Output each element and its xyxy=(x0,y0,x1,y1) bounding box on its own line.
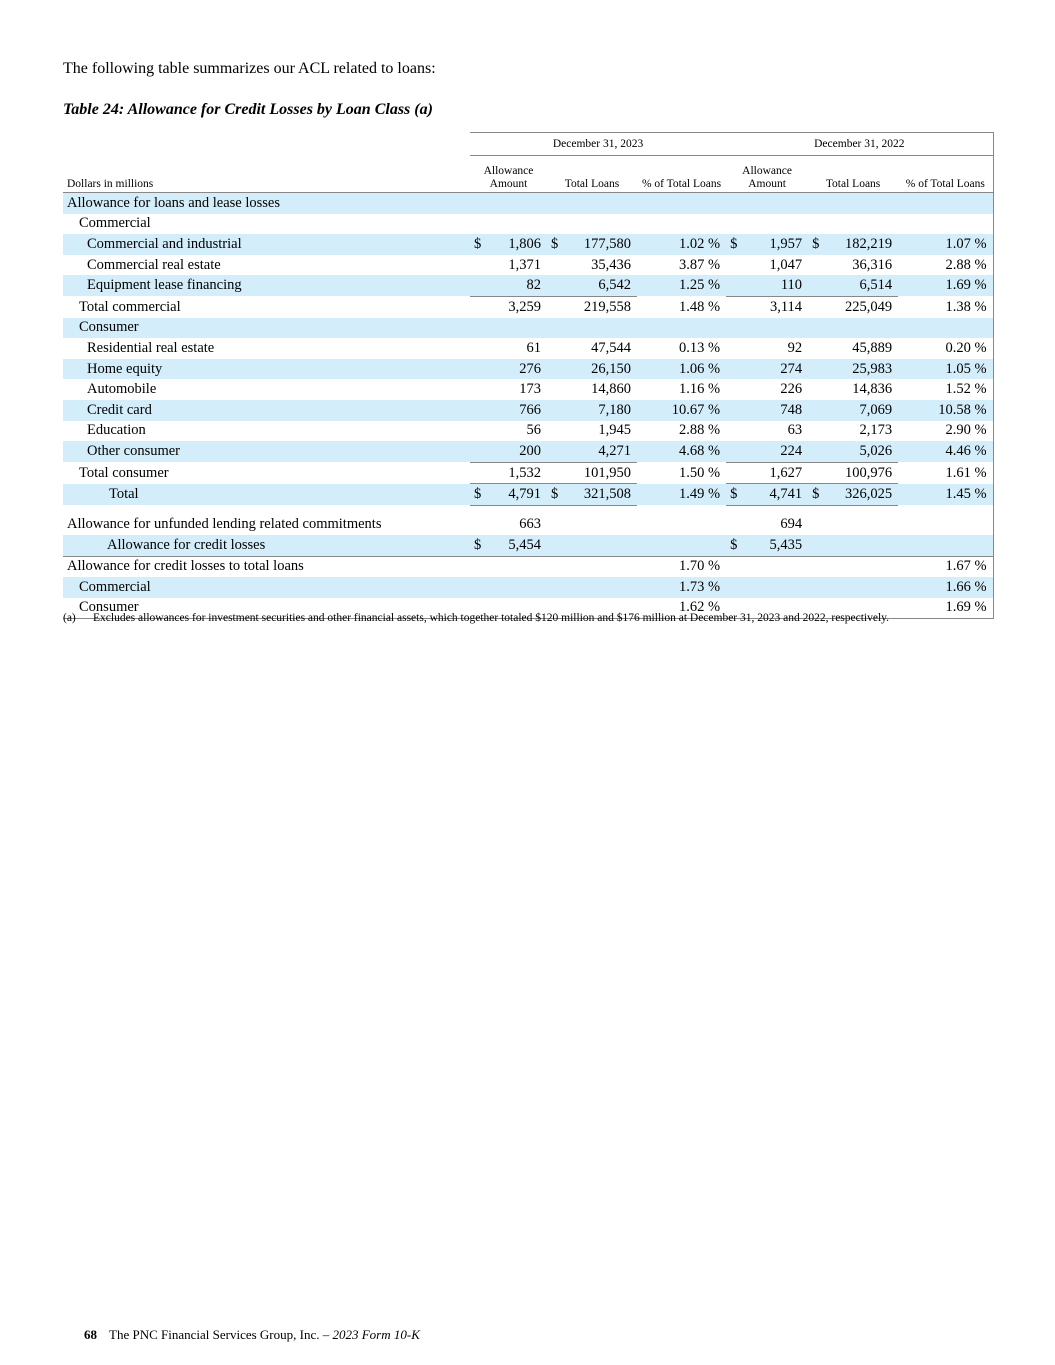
cell-dollar-sign xyxy=(726,359,746,380)
table-row xyxy=(63,318,993,339)
cell-pct-2022 xyxy=(898,214,993,235)
cell-pct-2022: 1.45 % xyxy=(898,484,993,506)
table-row xyxy=(63,421,993,442)
cell-pct-2023: 1.49 % xyxy=(637,484,726,506)
cell-total-loans-2022: 45,889 xyxy=(852,339,893,356)
cell-total-loans-2023 xyxy=(567,556,637,577)
cell-allowance-2023: 82 xyxy=(490,275,547,296)
cell-allowance-2023 xyxy=(490,577,547,598)
cell-dollar-sign xyxy=(808,318,828,339)
cell-pct-2022: 1.05 % xyxy=(898,359,993,380)
cell-pct-2023: 0.13 % xyxy=(678,339,721,356)
table-row xyxy=(63,400,993,421)
table-row xyxy=(63,462,993,484)
cell-dollar-sign xyxy=(726,318,746,339)
cell-allowance-2022: 226 xyxy=(780,381,803,398)
header-total-loans-2023: Total Loans xyxy=(547,156,637,193)
cell-total-loans-2022: 5,026 xyxy=(828,441,898,462)
cell-total-loans-2022 xyxy=(828,505,898,535)
cell-total-loans-2023: 14,860 xyxy=(591,381,631,398)
table-row xyxy=(63,275,993,296)
cell-dollar-sign xyxy=(470,505,490,535)
header-allowance-amount-2023: Allowance Amount xyxy=(470,156,547,193)
cell-total-loans-2023 xyxy=(567,505,637,535)
cell-total-loans-2023: 26,150 xyxy=(567,359,637,380)
row-label: Other consumer xyxy=(63,441,470,462)
cell-allowance-2023: 663 xyxy=(519,515,541,532)
cell-dollar-sign xyxy=(470,359,490,380)
footer-company: The PNC Financial Services Group, Inc. – xyxy=(109,1327,330,1342)
cell-total-loans-2022: 14,836 xyxy=(852,381,893,398)
cell-allowance-2023: 200 xyxy=(490,441,547,462)
cell-allowance-2022: 3,114 xyxy=(746,296,808,317)
cell-dollar-sign xyxy=(547,255,567,276)
table-row xyxy=(63,556,993,577)
cell-dollar-sign xyxy=(547,441,567,462)
cell-pct-2023: 1.73 % xyxy=(637,577,726,598)
cell-dollar-sign xyxy=(547,462,567,484)
row-label: Education xyxy=(87,422,146,439)
footer-form: 2023 Form 10-K xyxy=(332,1327,420,1342)
cell-total-loans-2023: 47,544 xyxy=(591,339,631,356)
cell-pct-2023 xyxy=(637,318,726,339)
cell-pct-2022 xyxy=(898,505,993,535)
cell-dollar-sign xyxy=(726,400,746,421)
cell-allowance-2022 xyxy=(746,193,808,214)
cell-pct-2023 xyxy=(637,535,726,556)
cell-dollar-sign: $ xyxy=(470,234,490,255)
cell-allowance-2022: 694 xyxy=(780,515,803,532)
row-label: Allowance for credit losses to total loans xyxy=(63,556,470,577)
cell-total-loans-2023: 4,271 xyxy=(567,441,637,462)
cell-total-loans-2022 xyxy=(828,193,898,214)
cell-pct-2022: 1.66 % xyxy=(898,577,993,598)
cell-dollar-sign: $ xyxy=(470,535,490,556)
cell-dollar-sign: $ xyxy=(726,234,746,255)
cell-dollar-sign xyxy=(470,462,490,484)
cell-dollar-sign xyxy=(547,421,567,442)
cell-total-loans-2022: 326,025 xyxy=(828,484,898,506)
cell-dollar-sign: $ xyxy=(547,484,567,506)
cell-allowance-2022: 748 xyxy=(746,400,808,421)
cell-dollar-sign xyxy=(470,318,490,339)
cell-dollar-sign xyxy=(808,505,828,535)
cell-dollar-sign xyxy=(547,535,567,556)
cell-dollar-sign xyxy=(808,462,828,484)
cell-allowance-2023 xyxy=(490,193,547,214)
table-row xyxy=(63,234,993,255)
cell-allowance-2023: 173 xyxy=(519,381,541,398)
footnote xyxy=(63,612,889,624)
cell-dollar-sign xyxy=(808,577,828,598)
table-row xyxy=(63,338,993,359)
cell-dollar-sign xyxy=(470,421,490,442)
cell-total-loans-2022: 100,976 xyxy=(828,462,898,484)
acl-table xyxy=(63,132,994,619)
acl-table-body xyxy=(63,193,993,619)
cell-total-loans-2022 xyxy=(828,577,898,598)
cell-dollar-sign xyxy=(726,338,746,359)
cell-total-loans-2022: 6,514 xyxy=(828,275,898,296)
cell-dollar-sign xyxy=(470,275,490,296)
cell-allowance-2023: 766 xyxy=(490,400,547,421)
cell-allowance-2023: 276 xyxy=(490,359,547,380)
cell-dollar-sign xyxy=(808,359,828,380)
row-label: Consumer xyxy=(63,318,470,339)
cell-pct-2023 xyxy=(637,505,726,535)
table-row xyxy=(63,535,993,556)
cell-dollar-sign xyxy=(726,275,746,296)
cell-dollar-sign xyxy=(726,462,746,484)
cell-pct-2022: 1.38 % xyxy=(898,296,993,317)
table-row xyxy=(63,484,993,506)
cell-dollar-sign xyxy=(547,379,567,400)
cell-pct-2022: 1.69 % xyxy=(898,598,993,619)
cell-pct-2022: 4.46 % xyxy=(898,441,993,462)
cell-pct-2022: 2.90 % xyxy=(898,421,993,442)
cell-total-loans-2023: 177,580 xyxy=(567,234,637,255)
table-row xyxy=(63,214,993,235)
table-row xyxy=(63,577,993,598)
table-row xyxy=(63,193,993,214)
cell-dollar-sign xyxy=(547,193,567,214)
cell-total-loans-2023 xyxy=(567,577,637,598)
row-label: Total consumer xyxy=(79,464,169,481)
cell-dollar-sign xyxy=(470,214,490,235)
cell-dollar-sign xyxy=(726,505,746,535)
cell-allowance-2022 xyxy=(746,214,808,235)
header-pct-total-loans-2023: % of Total Loans xyxy=(637,156,726,193)
cell-dollar-sign: $ xyxy=(547,234,567,255)
cell-pct-2023: 1.25 % xyxy=(637,275,726,296)
cell-dollar-sign: $ xyxy=(470,484,490,506)
cell-allowance-2023: 1,806 xyxy=(490,234,547,255)
cell-total-loans-2022: 7,069 xyxy=(828,400,898,421)
cell-dollar-sign: $ xyxy=(808,484,828,506)
cell-allowance-2023: 4,791 xyxy=(490,484,547,506)
cell-allowance-2022: 92 xyxy=(787,339,803,356)
cell-total-loans-2022: 25,983 xyxy=(828,359,898,380)
cell-total-loans-2023: 35,436 xyxy=(591,256,631,273)
acl-table-container xyxy=(63,132,993,619)
cell-dollar-sign xyxy=(726,577,746,598)
header-dec-2023: December 31, 2023 xyxy=(470,133,726,156)
cell-dollar-sign xyxy=(547,338,567,359)
page-footer xyxy=(84,1327,420,1343)
cell-pct-2022: 10.58 % xyxy=(898,400,993,421)
cell-allowance-2022 xyxy=(746,577,808,598)
cell-pct-2023: 1.16 % xyxy=(678,381,721,398)
cell-dollar-sign xyxy=(470,400,490,421)
cell-dollar-sign xyxy=(470,556,490,577)
cell-dollar-sign xyxy=(808,400,828,421)
cell-dollar-sign xyxy=(547,577,567,598)
cell-total-loans-2022 xyxy=(828,318,898,339)
cell-allowance-2023: 56 xyxy=(526,422,541,439)
cell-dollar-sign xyxy=(726,379,746,400)
footnote-marker: (a) xyxy=(63,612,76,624)
cell-dollar-sign xyxy=(726,296,746,317)
cell-pct-2023 xyxy=(637,214,726,235)
cell-dollar-sign: $ xyxy=(808,234,828,255)
cell-allowance-2023: 61 xyxy=(526,339,541,356)
page-number: 68 xyxy=(84,1327,97,1342)
table-row xyxy=(63,296,993,317)
cell-dollar-sign xyxy=(726,441,746,462)
cell-total-loans-2023: 1,945 xyxy=(598,422,631,439)
cell-allowance-2022: 110 xyxy=(746,275,808,296)
row-label: Total xyxy=(63,484,470,506)
cell-dollar-sign xyxy=(547,505,567,535)
cell-dollar-sign xyxy=(470,255,490,276)
row-label: Allowance for loans and lease losses xyxy=(63,193,470,214)
cell-dollar-sign xyxy=(808,535,828,556)
cell-total-loans-2022: 225,049 xyxy=(828,296,898,317)
header-total-loans-2022: Total Loans xyxy=(808,156,898,193)
cell-allowance-2023 xyxy=(490,556,547,577)
cell-total-loans-2023 xyxy=(567,214,637,235)
cell-dollar-sign xyxy=(726,421,746,442)
table-row xyxy=(63,441,993,462)
cell-total-loans-2023: 321,508 xyxy=(567,484,637,506)
table-row xyxy=(63,255,993,276)
cell-pct-2022: 1.67 % xyxy=(898,556,993,577)
cell-dollar-sign xyxy=(470,441,490,462)
header-allowance-amount-2022: Allowance Amount xyxy=(726,156,808,193)
cell-allowance-2023 xyxy=(490,318,547,339)
row-label: Consumer xyxy=(63,598,470,619)
cell-dollar-sign xyxy=(808,255,828,276)
cell-pct-2022 xyxy=(898,535,993,556)
cell-total-loans-2022 xyxy=(828,535,898,556)
table-title: Table 24: Allowance for Credit Losses by Loan Class (a) xyxy=(63,101,433,118)
cell-dollar-sign xyxy=(470,338,490,359)
cell-allowance-2023: 1,532 xyxy=(490,462,547,484)
cell-total-loans-2022: 2,173 xyxy=(859,422,893,439)
cell-total-loans-2023: 101,950 xyxy=(567,462,637,484)
header-dec-2022: December 31, 2022 xyxy=(726,133,993,156)
row-label: Home equity xyxy=(63,359,470,380)
cell-pct-2023: 3.87 % xyxy=(678,256,721,273)
cell-dollar-sign xyxy=(547,275,567,296)
header-row-label: Dollars in millions xyxy=(63,156,470,193)
cell-dollar-sign xyxy=(547,359,567,380)
header-pct-total-loans-2022: % of Total Loans xyxy=(898,156,993,193)
cell-total-loans-2022 xyxy=(828,556,898,577)
row-label: Automobile xyxy=(87,381,157,398)
cell-total-loans-2023: 219,558 xyxy=(567,296,637,317)
cell-dollar-sign xyxy=(808,214,828,235)
cell-total-loans-2023 xyxy=(567,193,637,214)
cell-allowance-2022: 4,741 xyxy=(746,484,808,506)
cell-total-loans-2022: 36,316 xyxy=(852,256,893,273)
cell-dollar-sign: $ xyxy=(726,535,746,556)
cell-pct-2023: 1.50 % xyxy=(678,464,721,481)
cell-dollar-sign xyxy=(726,214,746,235)
row-label: Commercial and industrial xyxy=(63,234,470,255)
cell-pct-2022: 0.20 % xyxy=(898,338,993,359)
cell-pct-2023 xyxy=(637,193,726,214)
cell-allowance-2023 xyxy=(490,214,547,235)
cell-dollar-sign xyxy=(547,214,567,235)
cell-dollar-sign xyxy=(808,556,828,577)
row-label: Total commercial xyxy=(79,298,181,315)
cell-dollar-sign xyxy=(808,193,828,214)
cell-dollar-sign xyxy=(470,193,490,214)
cell-allowance-2023: 5,454 xyxy=(490,535,547,556)
cell-total-loans-2023 xyxy=(567,318,637,339)
cell-dollar-sign xyxy=(808,275,828,296)
cell-dollar-sign xyxy=(547,556,567,577)
cell-pct-2022: 2.88 % xyxy=(898,255,993,276)
footnote-text: Excludes allowances for investment securities and other financial assets, which together totaled $120 million and $176 million at December 31, 2023 and 2022, respectively. xyxy=(93,612,890,624)
header-group-row xyxy=(63,133,993,156)
table-row xyxy=(63,379,993,400)
cell-pct-2022: 1.69 % xyxy=(898,275,993,296)
cell-dollar-sign xyxy=(547,296,567,317)
cell-total-loans-2023: 6,542 xyxy=(567,275,637,296)
row-label: Residential real estate xyxy=(87,339,215,356)
cell-pct-2023: 10.67 % xyxy=(637,400,726,421)
cell-total-loans-2023: 7,180 xyxy=(567,400,637,421)
cell-allowance-2022: 1,047 xyxy=(769,256,803,273)
cell-pct-2023: 2.88 % xyxy=(678,422,721,439)
cell-dollar-sign xyxy=(547,400,567,421)
row-label: Allowance for credit losses xyxy=(63,535,470,556)
cell-allowance-2022 xyxy=(746,556,808,577)
cell-dollar-sign xyxy=(470,296,490,317)
cell-pct-2023: 1.70 % xyxy=(637,556,726,577)
table-row xyxy=(63,505,993,535)
cell-allowance-2022: 5,435 xyxy=(746,535,808,556)
row-label: Commercial real estate xyxy=(87,256,221,273)
row-label: Allowance for unfunded lending related commitments xyxy=(67,515,382,532)
cell-dollar-sign xyxy=(808,421,828,442)
cell-total-loans-2023 xyxy=(567,535,637,556)
row-label: Commercial xyxy=(79,215,151,232)
cell-pct-2022 xyxy=(898,193,993,214)
cell-allowance-2022: 1,957 xyxy=(746,234,808,255)
cell-pct-2023: 1.48 % xyxy=(678,298,721,315)
cell-dollar-sign xyxy=(726,255,746,276)
cell-pct-2022: 1.07 % xyxy=(898,234,993,255)
cell-allowance-2022: 63 xyxy=(787,422,803,439)
cell-pct-2022 xyxy=(898,318,993,339)
cell-allowance-2022 xyxy=(746,318,808,339)
cell-dollar-sign xyxy=(808,338,828,359)
cell-dollar-sign: $ xyxy=(726,484,746,506)
cell-dollar-sign xyxy=(808,379,828,400)
intro-text: The following table summarizes our ACL related to loans: xyxy=(63,60,436,77)
cell-allowance-2022: 224 xyxy=(746,441,808,462)
row-label: Equipment lease financing xyxy=(63,275,470,296)
cell-pct-2022: 1.52 % xyxy=(898,379,993,400)
row-label: Commercial xyxy=(63,577,470,598)
cell-dollar-sign xyxy=(726,193,746,214)
cell-dollar-sign xyxy=(470,577,490,598)
table-row xyxy=(63,359,993,380)
cell-allowance-2022: 1,627 xyxy=(746,462,808,484)
cell-dollar-sign xyxy=(470,379,490,400)
cell-total-loans-2022: 182,219 xyxy=(828,234,898,255)
cell-pct-2022: 1.61 % xyxy=(898,462,993,484)
row-label: Credit card xyxy=(63,400,470,421)
cell-pct-2023: 1.02 % xyxy=(637,234,726,255)
cell-pct-2023: 1.62 % xyxy=(637,598,726,619)
cell-dollar-sign xyxy=(547,318,567,339)
cell-allowance-2022: 274 xyxy=(746,359,808,380)
cell-dollar-sign xyxy=(808,441,828,462)
cell-dollar-sign xyxy=(808,296,828,317)
cell-total-loans-2022 xyxy=(828,214,898,235)
cell-pct-2023: 4.68 % xyxy=(637,441,726,462)
cell-allowance-2023: 1,371 xyxy=(508,256,541,273)
cell-pct-2023: 1.06 % xyxy=(637,359,726,380)
cell-dollar-sign xyxy=(726,556,746,577)
header-column-row xyxy=(63,156,993,193)
cell-allowance-2023: 3,259 xyxy=(490,296,547,317)
